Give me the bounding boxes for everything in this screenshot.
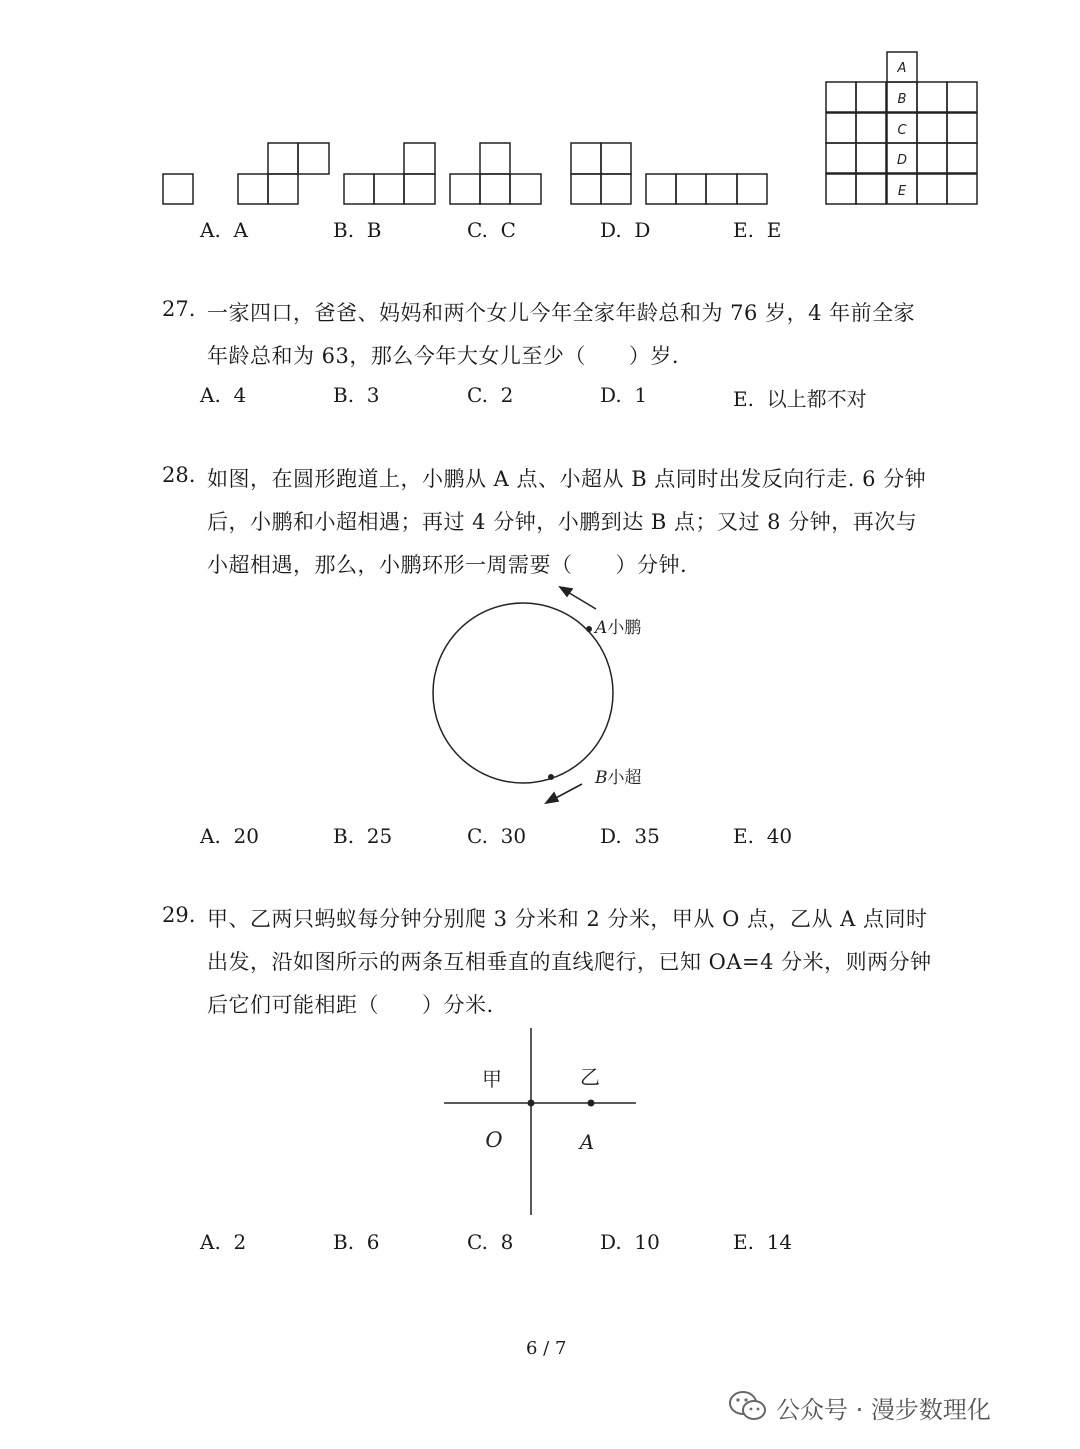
grid-cell bbox=[856, 113, 886, 143]
shape-d bbox=[450, 143, 541, 204]
q27-line-1: 一家四口，爸爸、妈妈和两个女儿今年全家年龄总和为 76 岁，4 年前全家 bbox=[207, 301, 916, 325]
arrow-b-icon bbox=[546, 784, 582, 803]
q28-option-a[interactable]: A. 20 bbox=[200, 824, 259, 848]
label-a: A bbox=[579, 1130, 595, 1154]
shape-e bbox=[571, 143, 631, 204]
q29-option-b[interactable]: B. 6 bbox=[333, 1230, 380, 1254]
point-o-dot bbox=[528, 1100, 535, 1107]
q26-option-a[interactable]: A. A bbox=[200, 218, 248, 242]
point-a-dot bbox=[586, 626, 592, 632]
circular-track bbox=[433, 603, 613, 783]
grid-label-a: A bbox=[897, 61, 907, 76]
q27-option-a[interactable]: A. 4 bbox=[200, 383, 247, 407]
svg-text:B小超 bbox=[594, 767, 642, 788]
q28-number: 28. bbox=[162, 463, 196, 487]
shape-f bbox=[646, 174, 767, 204]
shape-b bbox=[238, 143, 329, 204]
grid-cell bbox=[947, 143, 977, 173]
q29-option-d[interactable]: D. 10 bbox=[600, 1230, 660, 1254]
q26-shapes-figure bbox=[0, 0, 1080, 220]
label-point-a: A bbox=[595, 618, 608, 638]
q26-option-e[interactable]: E. E bbox=[733, 218, 782, 242]
q27-option-c[interactable]: C. 2 bbox=[467, 383, 514, 407]
q29-line-2: 出发，沿如图所示的两条互相垂直的直线爬行，已知 OA=4 分米，则两分钟 bbox=[207, 950, 932, 974]
q29-number: 29. bbox=[162, 903, 196, 927]
grid-label-c: C bbox=[897, 123, 907, 138]
grid-cell bbox=[947, 174, 977, 204]
grid-cell bbox=[917, 113, 947, 143]
grid-label-e: E bbox=[897, 184, 907, 199]
grid-cell bbox=[947, 82, 977, 112]
q27-line-2: 年龄总和为 63，那么今年大女儿至少（ ）岁. bbox=[207, 344, 680, 368]
q26-option-d[interactable]: D. D bbox=[600, 218, 651, 242]
grid-cell bbox=[826, 174, 856, 204]
label-o: O bbox=[485, 1128, 503, 1152]
grid-cell bbox=[917, 82, 947, 112]
label-name-b: 小超 bbox=[607, 768, 642, 788]
grid-cell bbox=[826, 143, 856, 173]
q28-option-e[interactable]: E. 40 bbox=[733, 824, 793, 848]
q29-option-c[interactable]: C. 8 bbox=[467, 1230, 514, 1254]
q26-option-b[interactable]: B. B bbox=[333, 218, 382, 242]
watermark-text: 公众号 · 漫步数理化 bbox=[776, 1396, 991, 1424]
grid-cell bbox=[947, 113, 977, 143]
q29-perpendicular-lines-figure bbox=[430, 1020, 650, 1220]
q29-line-3: 后它们可能相距（ ）分米. bbox=[207, 993, 494, 1017]
q27-option-d[interactable]: D. 1 bbox=[600, 383, 648, 407]
shape-c bbox=[344, 143, 435, 204]
q29-line-1: 甲、乙两只蚂蚁每分钟分别爬 3 分米和 2 分米，甲从 O 点，乙从 A 点同时 bbox=[207, 907, 928, 931]
q29-option-e[interactable]: E. 14 bbox=[733, 1230, 793, 1254]
grid-cell bbox=[856, 174, 886, 204]
wechat-icon bbox=[728, 1388, 768, 1424]
q28-line-1: 如图，在圆形跑道上，小鹏从 A 点、小超从 B 点同时出发反向行走. 6 分钟 bbox=[207, 467, 927, 491]
q29-option-a[interactable]: A. 2 bbox=[200, 1230, 247, 1254]
grid-cell bbox=[917, 143, 947, 173]
q28-option-d[interactable]: D. 35 bbox=[600, 824, 660, 848]
grid-cell bbox=[856, 82, 886, 112]
point-b-dot bbox=[548, 774, 554, 780]
grid-cell bbox=[826, 82, 856, 112]
label-yi: 乙 bbox=[580, 1065, 600, 1089]
grid-label-b: B bbox=[897, 92, 907, 107]
label-point-b: B bbox=[595, 768, 608, 788]
grid-label-d: D bbox=[896, 153, 908, 168]
q28-option-b[interactable]: B. 25 bbox=[333, 824, 393, 848]
q27-option-e[interactable]: E. 以上都不对 bbox=[733, 387, 867, 411]
label-jia: 甲 bbox=[482, 1067, 502, 1091]
q28-option-c[interactable]: C. 30 bbox=[467, 824, 527, 848]
shape-a bbox=[163, 174, 193, 204]
q26-option-c[interactable]: C. C bbox=[467, 218, 516, 242]
label-name-a: 小鹏 bbox=[607, 618, 642, 638]
q27-option-b[interactable]: B. 3 bbox=[333, 383, 380, 407]
grid-cell bbox=[856, 143, 886, 173]
grid-cell bbox=[826, 113, 856, 143]
q28-line-3: 小超相遇，那么，小鹏环形一周需要（ ）分钟. bbox=[207, 553, 688, 577]
svg-text:A小鹏 bbox=[593, 618, 641, 638]
q27-number: 27. bbox=[162, 297, 196, 321]
arrow-a-icon bbox=[560, 587, 596, 609]
page-number: 6 / 7 bbox=[526, 1338, 567, 1359]
point-a-dot bbox=[588, 1100, 595, 1107]
grid-cell bbox=[917, 174, 947, 204]
q28-line-2: 后，小鹏和小超相遇；再过 4 分钟，小鹏到达 B 点；又过 8 分钟，再次与 bbox=[207, 510, 918, 534]
q28-track-figure bbox=[400, 580, 700, 810]
